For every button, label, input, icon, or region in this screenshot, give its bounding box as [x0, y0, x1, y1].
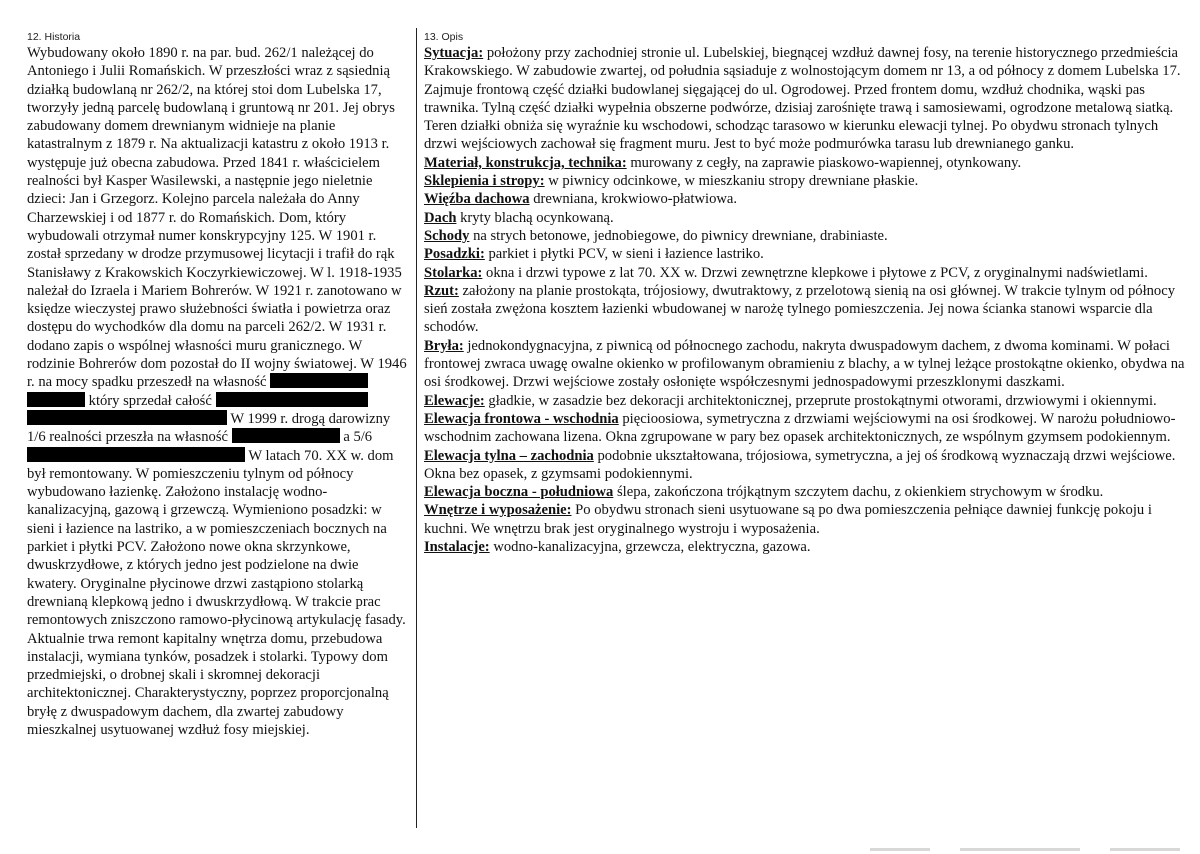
description-entry: [424, 392, 1186, 410]
entry-term: Więźba dachowa: [424, 191, 530, 208]
entry-text: Po obydwu stronach sieni usytuowane są po dwa pomieszczenia pełniące dawniej funkcję pokoju i kuchni. We wnętrzu brak jest oryginalnego wystroju i wyposażenia.: [424, 502, 1152, 537]
entry-term: Sklepienia i stropy:: [424, 173, 545, 190]
entry-term: Materiał, konstrukcja, technika:: [424, 154, 627, 171]
section-heading-historia: 12. Historia: [27, 31, 81, 43]
entry-text: na strych betonowe, jednobiegowe, do piwnicy drewniane, drabiniaste.: [469, 227, 888, 244]
entry-text: okna i drzwi typowe z lat 70. XX w. Drzwi zewnętrzne klepkowe i płytowe z PCV, z oryginalnymi nadświetlami.: [482, 264, 1148, 281]
description-entry: [424, 447, 1186, 484]
description-entry: [424, 282, 1186, 337]
description-entry: [424, 501, 1186, 538]
description-entry: [424, 209, 1186, 227]
description-entry: [424, 538, 1186, 556]
entry-text: parkiet i płytki PCV, w sieni i łazience lastriko.: [484, 246, 764, 263]
entry-term: Elewacja frontowa - wschodnia: [424, 410, 619, 427]
redaction-block: [27, 392, 85, 407]
history-paragraph-1: Wybudowany około 1890 r. na par. bud. 262/1 należącej do Antoniego i Julii Romańskich. W przeszłości wraz z sąsiednią działką budowlaną nr 262/2, na której stoi dom Lubelska 17, tworzyły jedną parcelę budowlaną i gruntową nr 201. Jej obrys zabudowany domem drewnianym widnieje na planie katastralnym z 1879 r. Na aktualizacji katastru z około 1913 r. występuje już obecna zabudowa. Przed 1841 r. właścicielem realności był Kasper Wasilewski, a następnie jego nieletnie dzieci: Jan i Grzegorz. Kolejno parcela należała do Anny Charzewskiej i od 1877 r. do Romańskich. Dom, który wybudowali otrzymał numer konskrypcyjny 125. W 1901 r. został sprzedany w drodze przymusowej licytacji i trafił do rąk Stanisławy z Krakowskich Koczyrkiewiczowej. W l. 1918-1935 należał do Izraela i Mariem Bohrerów. W 1921 r. zanotowano w księdze wieczystej prawo służebności światła i powietrza oraz dostępu do wychodków dla domu na parceli 262/2. W 1931 r. dodano zapis o wspólnej własności muru granicznego. W rodzinie Bohrerów dom pozostał do II wojny światowej. W 1946 r. na mocy spadku przeszedł na własność: [27, 45, 407, 391]
redaction-block: [27, 447, 245, 462]
entry-term: Schody: [424, 227, 470, 244]
section-heading-opis: 13. Opis: [424, 31, 464, 43]
history-paragraph-2: który sprzedał całość: [88, 392, 212, 409]
description-text: [424, 44, 1186, 556]
entry-term: Bryła:: [424, 337, 464, 354]
description-entry: [424, 44, 1186, 154]
entry-term: Sytuacja:: [424, 45, 484, 61]
entry-term: Stolarka:: [424, 264, 483, 281]
entry-term: Rzut:: [424, 282, 459, 299]
entry-term: Elewacja tylna – zachodnia: [424, 447, 594, 464]
description-entry: [424, 190, 1186, 208]
scan-artifact: [1110, 848, 1180, 851]
description-entry: [424, 245, 1186, 263]
scan-artifact: [870, 848, 930, 851]
scan-artifact: [960, 848, 1080, 851]
description-entry: [424, 483, 1186, 501]
entry-text: podobnie ukształtowana, trójosiowa, symetryczna, a jej oś środkową wyznaczają drzwi wejściowe. Okna bez opasek, z gzymsami podokiennymi.: [424, 447, 1176, 482]
entry-text: ślepa, zakończona trójkątnym szczytem dachu, z okienkiem strychowym w środku.: [613, 484, 1104, 501]
entry-text: pięcioosiowa, symetryczna z drzwiami wejściowymi na osi środkowej. W narożu południowo-wschodnim zachowana lizena. Okna zgrupowane w pary bez opasek architektonicznych, ze wspólnym gzymsem podokiennym.: [424, 410, 1176, 446]
entry-term: Elewacje:: [424, 392, 485, 409]
description-entry: [424, 264, 1186, 282]
description-entry: [424, 337, 1186, 392]
entry-term: Dach: [424, 209, 457, 226]
history-paragraph-5: W latach 70. XX w. dom był remontowany. W pomieszczeniu tylnym od północy wybudowano łazienkę. Założono instalację wodno-kanalizacyjną, gazową i grzewczą. Wymieniono posadzki: w sieni i łazience na lastriko, a w pomieszczeniach bocznych na parkiet i płytki PCV. Założono nowe okna skrzynkowe, dwuskrzydłowe, z których jedno jest podzielone na dwie kwatery. Oryginalne płycinowe drzwi zastąpiono stolarką drewnianą klepkową jedno i dwuskrzydłową. W trakcie prac remontowych zniszczono ramowo-płycinową artykulację fasady. Aktualnie trwa remont kapitalny wnętrza domu, przebudowa instalacji, wymiana tynków, posadzek i stolarki. Typowy dom przedmiejski, o drobnej skali i skromnej dekoracji architektonicznej. Charakterystyczny, poprzez proporcjonalną bryłę z dwuspadowym dachem, dla zwartej zabudowy mieszkalnej usytuowanej wzdłuż fosy miejskiej.: [27, 447, 406, 738]
entry-term: Wnętrze i wyposażenie:: [424, 502, 572, 519]
entry-text: gładkie, w zasadzie bez dekoracji architektonicznej, przeprute prostokątnymi otworami, drzwiowymi i okiennymi.: [484, 392, 1157, 409]
redaction-block: [232, 428, 340, 443]
entry-text: założony na planie prostokąta, trójosiowy, dwutraktowy, z przelotową sienią na osi głównej. W trakcie tylnym od północy sień została zwężona kosztem łazienki wbudowanej w narożę tylnego pomieszczenia. Jej nowa ścianka stanowi wsparcie dla schodów.: [424, 282, 1175, 336]
entry-term: Posadzki:: [424, 246, 485, 263]
column-divider: [416, 28, 417, 828]
entry-text: murowany z cegły, na zaprawie piaskowo-wapiennej, otynkowany.: [626, 154, 1022, 171]
entry-text: kryty blachą ocynkowaną.: [456, 209, 614, 226]
description-entry: [424, 410, 1186, 447]
redaction-block: [216, 392, 368, 407]
description-entry: [424, 172, 1186, 190]
entry-text: położony przy zachodniej stronie ul. Lubelskiej, biegnącej wzdłuż dawnej fosy, na terenie historycznego przedmieścia Krakowskiego. W zabudowie zwartej, od południa sąsiaduje z wolnostojącym domem nr 13, a od północy z domem Lubelska 17. Zajmuje frontową część działki budowlanej sięgającej do ul. Ogrodowej. Przed frontem domu, wzdłuż chodnika, wąski pas trawnika. Tylną część działki wypełnia obszerne podwórze, dzisiaj zarośnięte trawą i samosiewami, ogrodzone metalową siatką. Teren działki obniża się wyraźnie ku wschodowi, schodząc tarasowo w kierunku elewacji tylnej. Po obydwu stronach tylnych drzwi wejściowych zachował się fragment muru. Jest to być może podmurówka tarasu lub drewnianego ganku.: [424, 45, 1181, 153]
entry-term: Instalacje:: [424, 539, 490, 556]
redaction-block: [27, 410, 227, 425]
redaction-block: [270, 373, 368, 388]
entry-term: Elewacja boczna - południowa: [424, 484, 614, 501]
history-paragraph-3: W 1999 r. drogą darowizny 1/6 realności przeszła na własność: [27, 410, 391, 446]
entry-text: w piwnicy odcinkowe, w mieszkaniu stropy drewniane płaskie.: [544, 173, 919, 190]
entry-text: wodno-kanalizacyjna, grzewcza, elektryczna, gazowa.: [489, 539, 811, 556]
entry-text: jednokondygnacyjna, z piwnicą od północnego zachodu, nakryta dwuspadowym dachem, z dwoma kominami. W połaci frontowej zwraca uwagę owalne okienko w profilowanym obramieniu z blachy, a w tylnej leżące prostokątne okienko, obydwa na osi środkowej. Drzwi wejściowe zostały osłonięte współczesnymi jednospadowymi przeszklonymi daszkami.: [424, 337, 1185, 391]
entry-text: drewniana, krokwiowo-płatwiowa.: [529, 191, 738, 208]
description-entry: [424, 154, 1186, 172]
history-text: [27, 44, 411, 739]
history-paragraph-4: a 5/6: [343, 429, 373, 446]
description-entry: [424, 227, 1186, 245]
